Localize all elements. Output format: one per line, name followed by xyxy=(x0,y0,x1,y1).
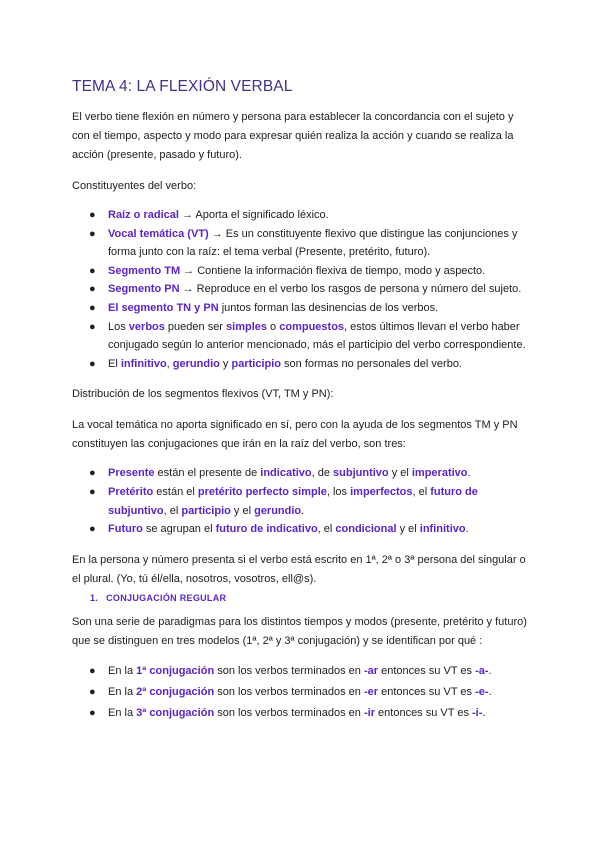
list-item-text: , el xyxy=(317,523,336,536)
list-item-text: están el xyxy=(153,485,198,498)
key-term: Segmento TM xyxy=(108,264,181,277)
key-term: infinitivo xyxy=(419,523,466,536)
key-term: Segmento PN xyxy=(108,283,180,296)
bullet-icon: ● xyxy=(89,485,96,498)
list-item xyxy=(72,355,530,374)
list-item-text: . xyxy=(488,664,492,677)
key-term: Presente xyxy=(108,467,155,480)
list-item-text: entonces su VT es xyxy=(378,685,476,698)
bullet-icon: ● xyxy=(89,467,96,480)
key-term: Pretérito xyxy=(108,485,154,498)
list-item xyxy=(72,262,530,281)
list-item xyxy=(72,206,530,225)
section-heading-conjugacion-regular xyxy=(72,589,530,607)
key-term: condicional xyxy=(335,523,397,536)
page-title: TEMA 4: LA FLEXIÓN VERBAL xyxy=(72,78,293,95)
distribution-paragraph: La vocal temática no aporta significado en sí, pero con la ayuda de los segmentos TM y PN constituyen las conjugaciones que irán en la raíz del verbo, son tres: xyxy=(72,419,518,451)
list-item-text: → Contiene la información flexiva de tiempo, modo y aspecto. xyxy=(180,264,486,277)
section-number: 1. xyxy=(90,592,99,603)
key-term: verbos xyxy=(128,320,165,333)
list-item-text: y xyxy=(219,357,232,370)
bullet-icon: ● xyxy=(89,357,96,370)
list-item-text: , de xyxy=(311,467,334,480)
list-item-text: → Reproduce en el verbo los rasgos de persona y número del sujeto. xyxy=(179,283,522,296)
bullet-icon: ● xyxy=(89,283,96,296)
list-item xyxy=(72,483,530,520)
key-term: imperfectos xyxy=(350,485,413,498)
key-term: imperativo xyxy=(411,467,468,480)
bullet-icon: ● xyxy=(89,706,96,719)
key-term: subjuntivo xyxy=(333,467,389,480)
list-item-text: . xyxy=(301,504,305,517)
key-term: 1ª conjugación xyxy=(136,664,215,677)
list-item-text: y el xyxy=(230,504,255,517)
key-term: 3ª conjugación xyxy=(136,706,215,719)
tenses-list xyxy=(72,464,530,538)
list-item xyxy=(72,661,530,682)
list-item-text: , los xyxy=(326,485,351,498)
list-item xyxy=(72,703,530,724)
key-term: futuro de subjuntivo xyxy=(108,485,478,517)
key-term: Futuro xyxy=(108,523,143,536)
list-item xyxy=(72,464,530,483)
list-item-text: En la xyxy=(108,664,137,677)
bullet-icon: ● xyxy=(89,664,96,677)
list-item-text: están el presente de xyxy=(154,467,261,480)
list-item xyxy=(72,682,530,703)
list-item-text: pueden ser xyxy=(164,320,227,333)
distribution-heading: Distribución de los segmentos flexivos (VT, TM y PN): xyxy=(72,388,334,401)
key-term: -ir xyxy=(363,706,375,719)
list-item-text: → Aporta el significado léxico. xyxy=(178,209,329,221)
key-term: infinitivo xyxy=(120,357,167,370)
key-term: El segmento TN y PN xyxy=(108,301,219,314)
list-item-text: , el xyxy=(412,485,431,498)
key-term: gerundio xyxy=(172,357,220,370)
key-term: -e- xyxy=(475,685,489,698)
bullet-icon: ● xyxy=(89,685,96,698)
intro-paragraph: El verbo tiene flexión en número y persona para establecer la concordancia con el sujeto y con el tiempo, aspecto y modo para expresar quién realiza la acción y cuando se realiza la acción (presente, pasado y futuro). xyxy=(72,111,514,161)
key-term: participio xyxy=(231,357,281,370)
bullet-icon: ● xyxy=(89,209,96,221)
key-term: compuestos xyxy=(279,320,345,333)
key-term: indicativo xyxy=(260,467,312,480)
list-item-text: son los verbos terminados en xyxy=(214,685,364,698)
key-term: -i- xyxy=(472,706,483,719)
bullet-icon: ● xyxy=(89,320,96,333)
bullet-icon: ● xyxy=(89,523,96,536)
list-item-text: Los xyxy=(108,320,129,333)
bullet-icon: ● xyxy=(89,264,96,277)
list-item-text: son los verbos terminados en xyxy=(214,706,364,719)
key-term: Raíz o radical xyxy=(108,209,179,221)
list-item-text: , estos últimos llevan el verbo haber conjugado según lo anterior mencionado, más el participio del verbo correspondiente. xyxy=(108,320,526,352)
list-item-text: entonces su VT es xyxy=(374,706,473,719)
section1-paragraph: Son una serie de paradigmas para los distintos tiempos y modos (presente, pretérito y futuro) que se distinguen en tres modelos (1ª, 2ª y 3ª conjugación) y se identifican por qué : xyxy=(72,615,527,647)
list-item-text: . xyxy=(488,685,492,698)
list-item-text: En la xyxy=(108,706,137,719)
key-term: futuro de indicativo xyxy=(215,523,318,536)
list-item-text: , xyxy=(166,357,173,370)
section-label: CONJUGACIÓN REGULAR xyxy=(106,592,227,603)
key-term: -a- xyxy=(475,664,489,677)
list-item-text: y el xyxy=(388,467,412,480)
key-term: gerundio xyxy=(254,504,302,517)
list-item-text: son formas no personales del verbo. xyxy=(281,357,462,370)
list-item-text: se agrupan el xyxy=(142,523,216,536)
list-item-text: En la xyxy=(108,685,137,698)
key-term: participio xyxy=(181,504,231,517)
list-item-text: . xyxy=(465,523,469,536)
key-term: 2ª conjugación xyxy=(136,685,215,698)
conjugations-list xyxy=(72,661,530,724)
list-item xyxy=(72,520,530,539)
person-paragraph: En la persona y número presenta si el verbo está escrito en 1ª, 2ª o 3ª persona del singular o el plural. (Yo, tú él/ella, nosotros, vosotros, ell@s). xyxy=(72,553,526,585)
key-term: Vocal temática (VT) xyxy=(108,227,209,240)
list-item xyxy=(72,280,530,299)
list-item-text: entonces su VT es xyxy=(378,664,476,677)
list-item-text: juntos forman las desinencias de los verbos. xyxy=(218,301,439,314)
list-item-text: El xyxy=(108,357,121,370)
key-term: -er xyxy=(363,685,379,698)
constituents-heading: Constituyentes del verbo: xyxy=(72,180,197,192)
key-term: pretérito perfecto simple xyxy=(197,485,327,498)
list-item xyxy=(72,299,530,318)
bullet-icon: ● xyxy=(89,301,96,314)
list-item-text: son los verbos terminados en xyxy=(214,664,364,677)
key-term: simples xyxy=(226,320,267,333)
list-item-text: . xyxy=(467,467,471,480)
document-content xyxy=(72,78,530,724)
list-item xyxy=(72,225,530,262)
list-item-text: . xyxy=(482,706,486,719)
list-item-text: y el xyxy=(396,523,420,536)
list-item-text: , el xyxy=(163,504,182,517)
list-item xyxy=(72,318,530,355)
list-item-text: o xyxy=(267,320,280,333)
key-term: -ar xyxy=(363,664,379,677)
list-item-text: → Es un constituyente flexivo que distingue las conjunciones y forma junto con la raíz: el tema verbal (Presente, pretérito, futuro). xyxy=(108,227,518,259)
bullet-icon: ● xyxy=(89,227,96,240)
constituents-list xyxy=(72,206,530,373)
